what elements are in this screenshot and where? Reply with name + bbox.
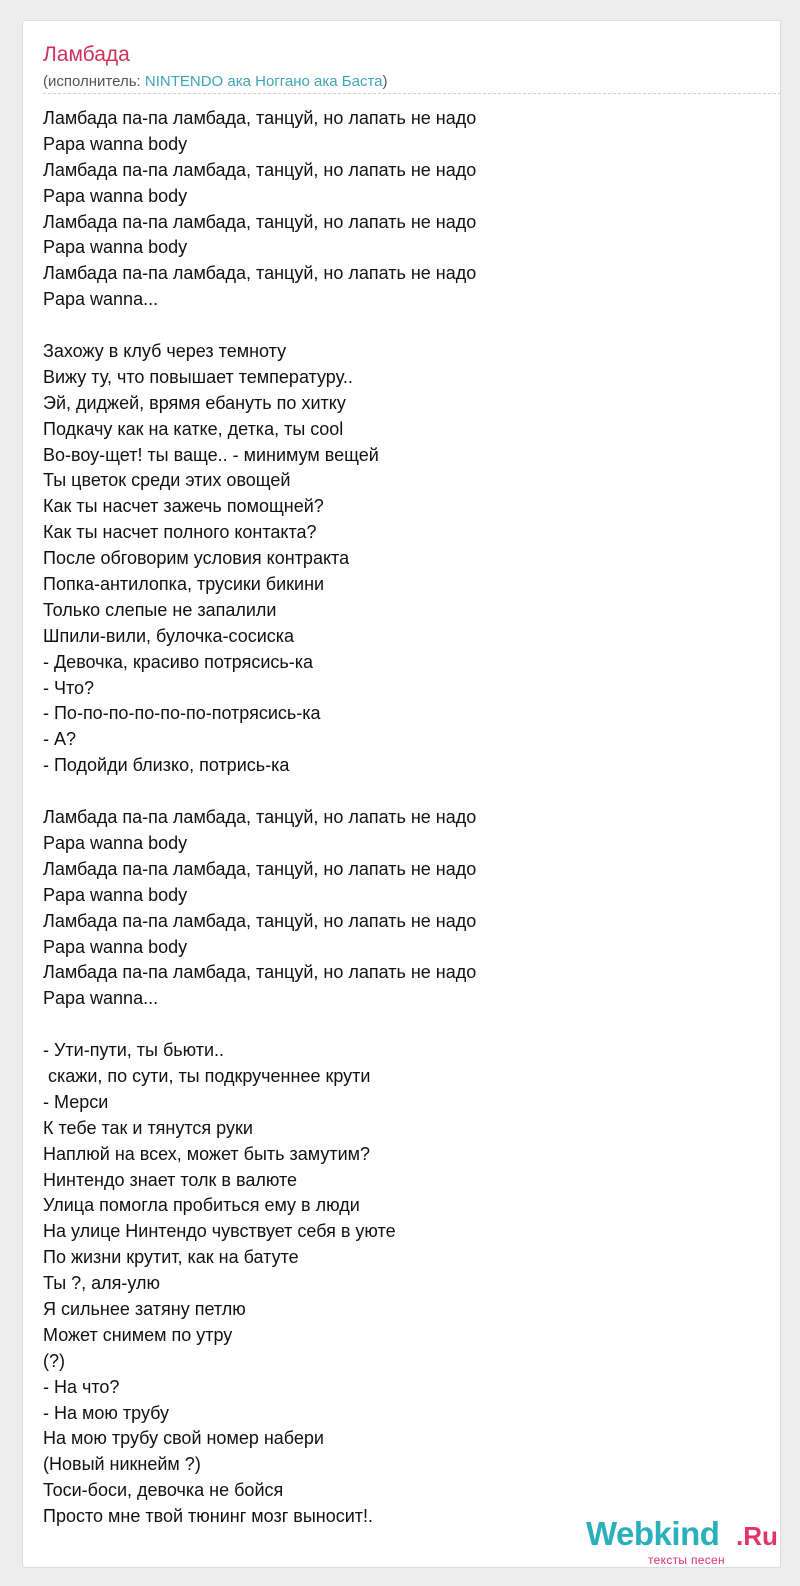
- lyric-line: Papa wanna...: [43, 289, 159, 310]
- artist-suffix: ): [382, 73, 388, 90]
- lyric-line: Как ты насчет полного контакта?: [43, 522, 317, 543]
- title-divider: [43, 93, 781, 94]
- lyric-line: - Ути-пути, ты бьюти..: [43, 1040, 225, 1061]
- lyric-line: Ламбада па-па ламбада, танцуй, но лапать не надо: [43, 807, 477, 828]
- lyric-line: Papa wanna body: [43, 237, 188, 258]
- lyric-line: Шпили-вили, булочка-сосиска: [43, 625, 295, 646]
- lyric-line: Может снимем по утру: [43, 1324, 233, 1345]
- lyric-line: Papa wanna body: [43, 832, 188, 853]
- lyric-line: [43, 313, 476, 339]
- lyric-line: Papa wanna body: [43, 133, 188, 154]
- lyric-line: Наплюй на всех, может быть замутим?: [43, 1143, 371, 1164]
- lyric-line: Ламбада па-па ламбада, танцуй, но лапать не надо: [43, 263, 477, 284]
- lyric-line: Ламбада па-па ламбада, танцуй, но лапать не надо: [43, 108, 477, 128]
- lyric-line: Вижу ту, что повышает температуру..: [43, 366, 353, 387]
- lyric-line: Захожу в клуб через темноту: [43, 341, 287, 362]
- song-title: Ламбада: [43, 43, 130, 66]
- artist-prefix: (исполнитель:: [43, 73, 145, 90]
- lyric-line: Улица помогла пробиться ему в люди: [43, 1195, 360, 1216]
- lyric-line: [43, 1012, 476, 1038]
- lyric-line: - Подойди близко, потрись-ка: [43, 755, 290, 776]
- lyrics-card: [22, 20, 781, 1568]
- logo-main-text: Webkind: [586, 1515, 720, 1552]
- lyric-line: Тоси-боси, девочка не бойся: [43, 1480, 284, 1501]
- lyric-line: Просто мне твой тюнинг мозг выносит!.: [43, 1506, 374, 1527]
- lyric-line: После обговорим условия контракта: [43, 548, 350, 569]
- lyric-line: Подкачу как на катке, детка, ты cool: [43, 418, 344, 439]
- lyric-line: Papa wanna body: [43, 884, 188, 905]
- lyric-line: - Мерси: [43, 1091, 109, 1112]
- lyric-line: Эй, диджей, врямя ебануть по хитку: [43, 392, 346, 413]
- lyric-line: Papa wanna body: [43, 936, 188, 957]
- lyric-line: По жизни крутит, как на батуте: [43, 1247, 299, 1268]
- lyric-line: Я сильнее затяну петлю: [43, 1298, 246, 1319]
- lyric-line: Ламбада па-па ламбада, танцуй, но лапать не надо: [43, 910, 477, 931]
- lyric-line: Ламбада па-па ламбада, танцуй, но лапать не надо: [43, 159, 477, 180]
- lyric-line: Ламбада па-па ламбада, танцуй, но лапать не надо: [43, 962, 477, 983]
- lyric-line: На мою трубу свой номер набери: [43, 1428, 324, 1449]
- lyric-line: [43, 779, 476, 805]
- logo-tagline: тексты песен: [648, 1553, 725, 1567]
- lyric-line: - Что?: [43, 677, 95, 698]
- lyric-line: - По-по-по-по-по-по-потрясись-ка: [43, 703, 321, 724]
- lyric-line: Нинтендо знает толк в валюте: [43, 1169, 297, 1190]
- logo-domain-suffix: .Ru: [736, 1521, 778, 1551]
- lyric-line: Papa wanna body: [43, 185, 188, 206]
- webkind-logo[interactable]: [586, 1515, 786, 1565]
- lyric-line: На улице Нинтендо чувствует себя в уюте: [43, 1221, 396, 1242]
- lyric-line: - Девочка, красиво потрясись-ка: [43, 651, 314, 672]
- lyric-line: Ты цветок среди этих овощей: [43, 470, 291, 491]
- lyric-line: Как ты насчет зажечь помощней?: [43, 496, 324, 517]
- lyric-line: Попка-антилопка, трусики бикини: [43, 574, 325, 595]
- lyric-line: Ты ?, аля-улю: [43, 1273, 161, 1294]
- lyrics-text: [43, 106, 476, 1530]
- lyric-line: скажи, по сути, ты подкрученнее крути: [43, 1065, 371, 1086]
- lyric-line: К тебе так и тянутся руки: [43, 1117, 253, 1138]
- lyric-line: Papa wanna...: [43, 988, 159, 1009]
- lyric-line: Ламбада па-па ламбада, танцуй, но лапать не надо: [43, 211, 477, 232]
- lyric-line: Во-воу-щет! ты ваще.. - минимум вещей: [43, 444, 379, 465]
- lyric-line: Ламбада па-па ламбада, танцуй, но лапать не надо: [43, 858, 477, 879]
- artist-link[interactable]: NINTENDO ака Ноггано ака Баста: [144, 73, 383, 90]
- artist-line: [43, 73, 388, 90]
- lyric-line: Только слепые не запалили: [43, 599, 277, 620]
- lyric-line: (Новый никнейм ?): [43, 1454, 201, 1475]
- lyric-line: - На мою трубу: [43, 1402, 170, 1423]
- lyric-line: - А?: [43, 729, 77, 750]
- lyric-line: - На что?: [43, 1376, 120, 1397]
- lyric-line: (?): [43, 1350, 65, 1371]
